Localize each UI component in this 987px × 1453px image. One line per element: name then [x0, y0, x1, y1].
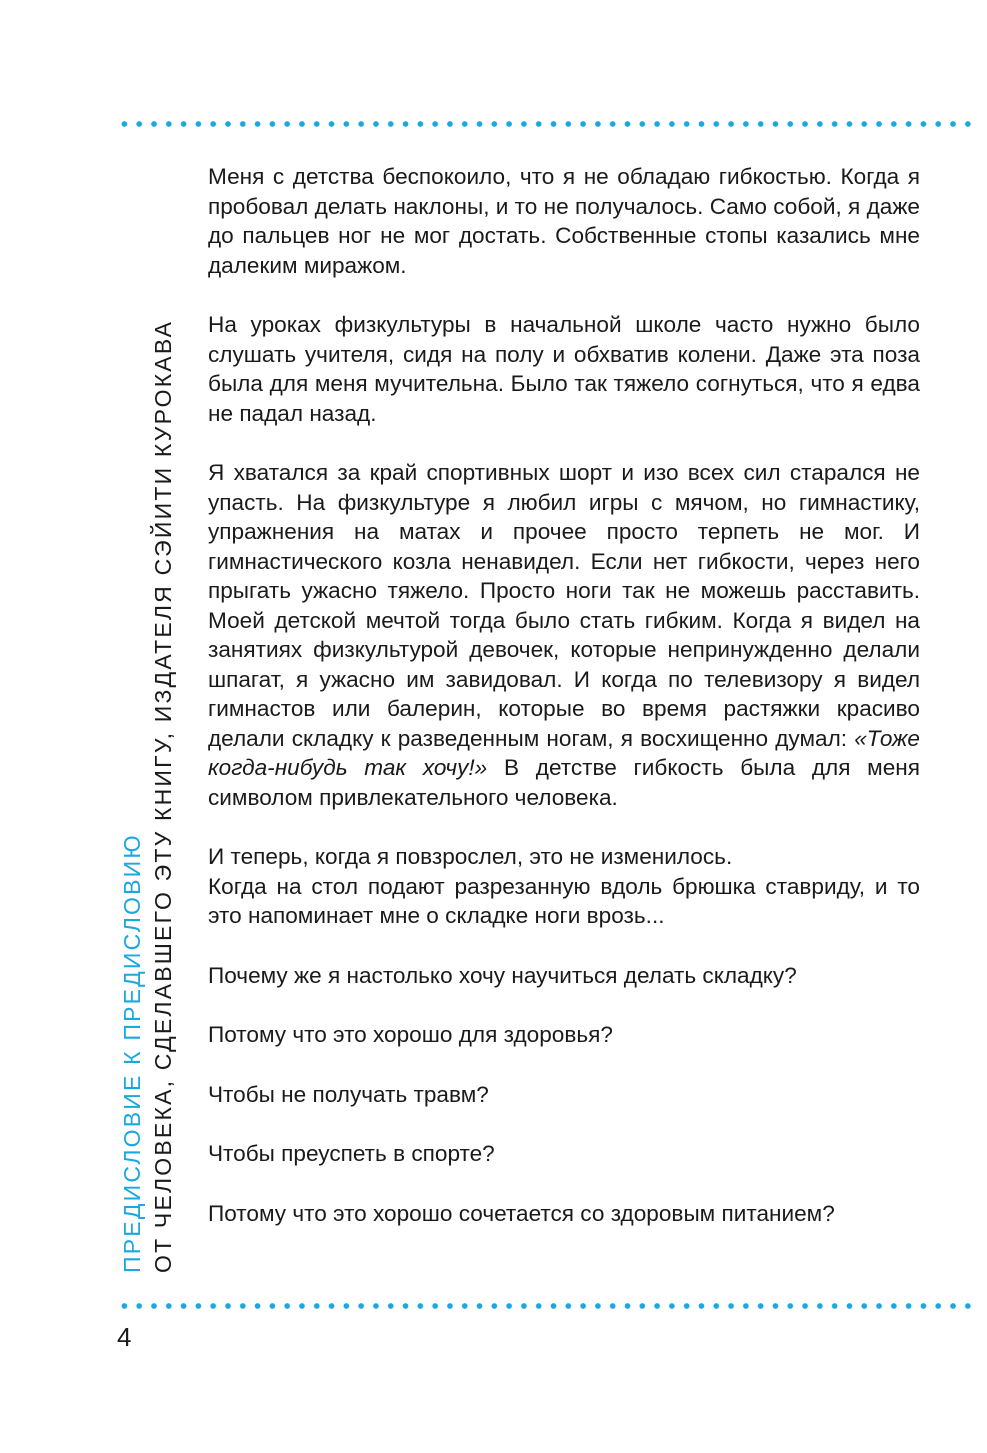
paragraph-3-start: Я хватался за край спортивных шорт и изо всех сил старался не упасть. На физкультуре я любил игры с мячом, но гимнастику, упражнения на матах и прочее просто терпеть не мог. И гимнастического козла ненавидел. Если нет гибкости, через него прыгать ужасно тяжело. Просто ноги так не можешь расставить. Моей детской мечтой тогда было стать гибким. Когда я видел на занятиях физкультурой девочек, которые непринужденно делали шпагат, я ужасно им завидовал. И когда по телевизору я видел гимнастов или балерин, которые во время растяжки красиво делали складку к разведенным ногам, я восхищенно думал:: [208, 460, 920, 751]
page-number: 4: [117, 1322, 132, 1352]
paragraph-2: На уроках физкультуры в начальной школе часто нужно было слушать учителя, сидя на полу и обхватив колени. Даже эта поза была для меня мучительна. Было так тяжело согнуться, что я едва не падал назад.: [208, 312, 920, 426]
paragraph-3: [208, 458, 920, 812]
section-title: ПРЕДИСЛОВИЕ К ПРЕДИСЛОВИЮ: [119, 833, 145, 1273]
question-3: Чтобы не получать травм?: [208, 1081, 489, 1107]
body-text: [208, 162, 920, 1228]
section-subtitle: ОТ ЧЕЛОВЕКА, СДЕЛАВШЕГО ЭТУ КНИГУ, ИЗДАТЕЛЯ СЭЙИТИ КУРОКАВА: [150, 319, 176, 1273]
question-5: Потому что это хорошо сочетается со здоровым питанием?: [208, 1200, 835, 1226]
dotted-divider-bottom: [117, 1302, 979, 1310]
question-1: Почему же я настолько хочу научиться делать складку?: [208, 962, 797, 988]
paragraph-4-line-2: Когда на стол подают разрезанную вдоль брюшка ставриду, и то это напоминает мне о складке ноги врозь...: [208, 873, 920, 928]
paragraph-3-quote: «Тоже когда-нибудь так хочу!»: [208, 725, 920, 780]
question-2: Потому что это хорошо для здоровья?: [208, 1022, 613, 1047]
paragraph-4-line-1: И теперь, когда я повзрослел, это не изменилось.: [208, 844, 733, 869]
paragraph-1: Меня с детства беспокоило, что я не обладаю гибкостью. Когда я пробовал делать наклоны, и то не получалось. Само собой, я даже до пальцев ног не мог достать. Собственные стопы казались мне далеким миражом.: [208, 164, 920, 278]
paragraph-3-end: В детстве гибкость была для меня символом привлекательного человека.: [208, 755, 920, 810]
question-4: Чтобы преуспеть в спорте?: [208, 1141, 495, 1166]
dotted-divider-top: [117, 120, 979, 128]
